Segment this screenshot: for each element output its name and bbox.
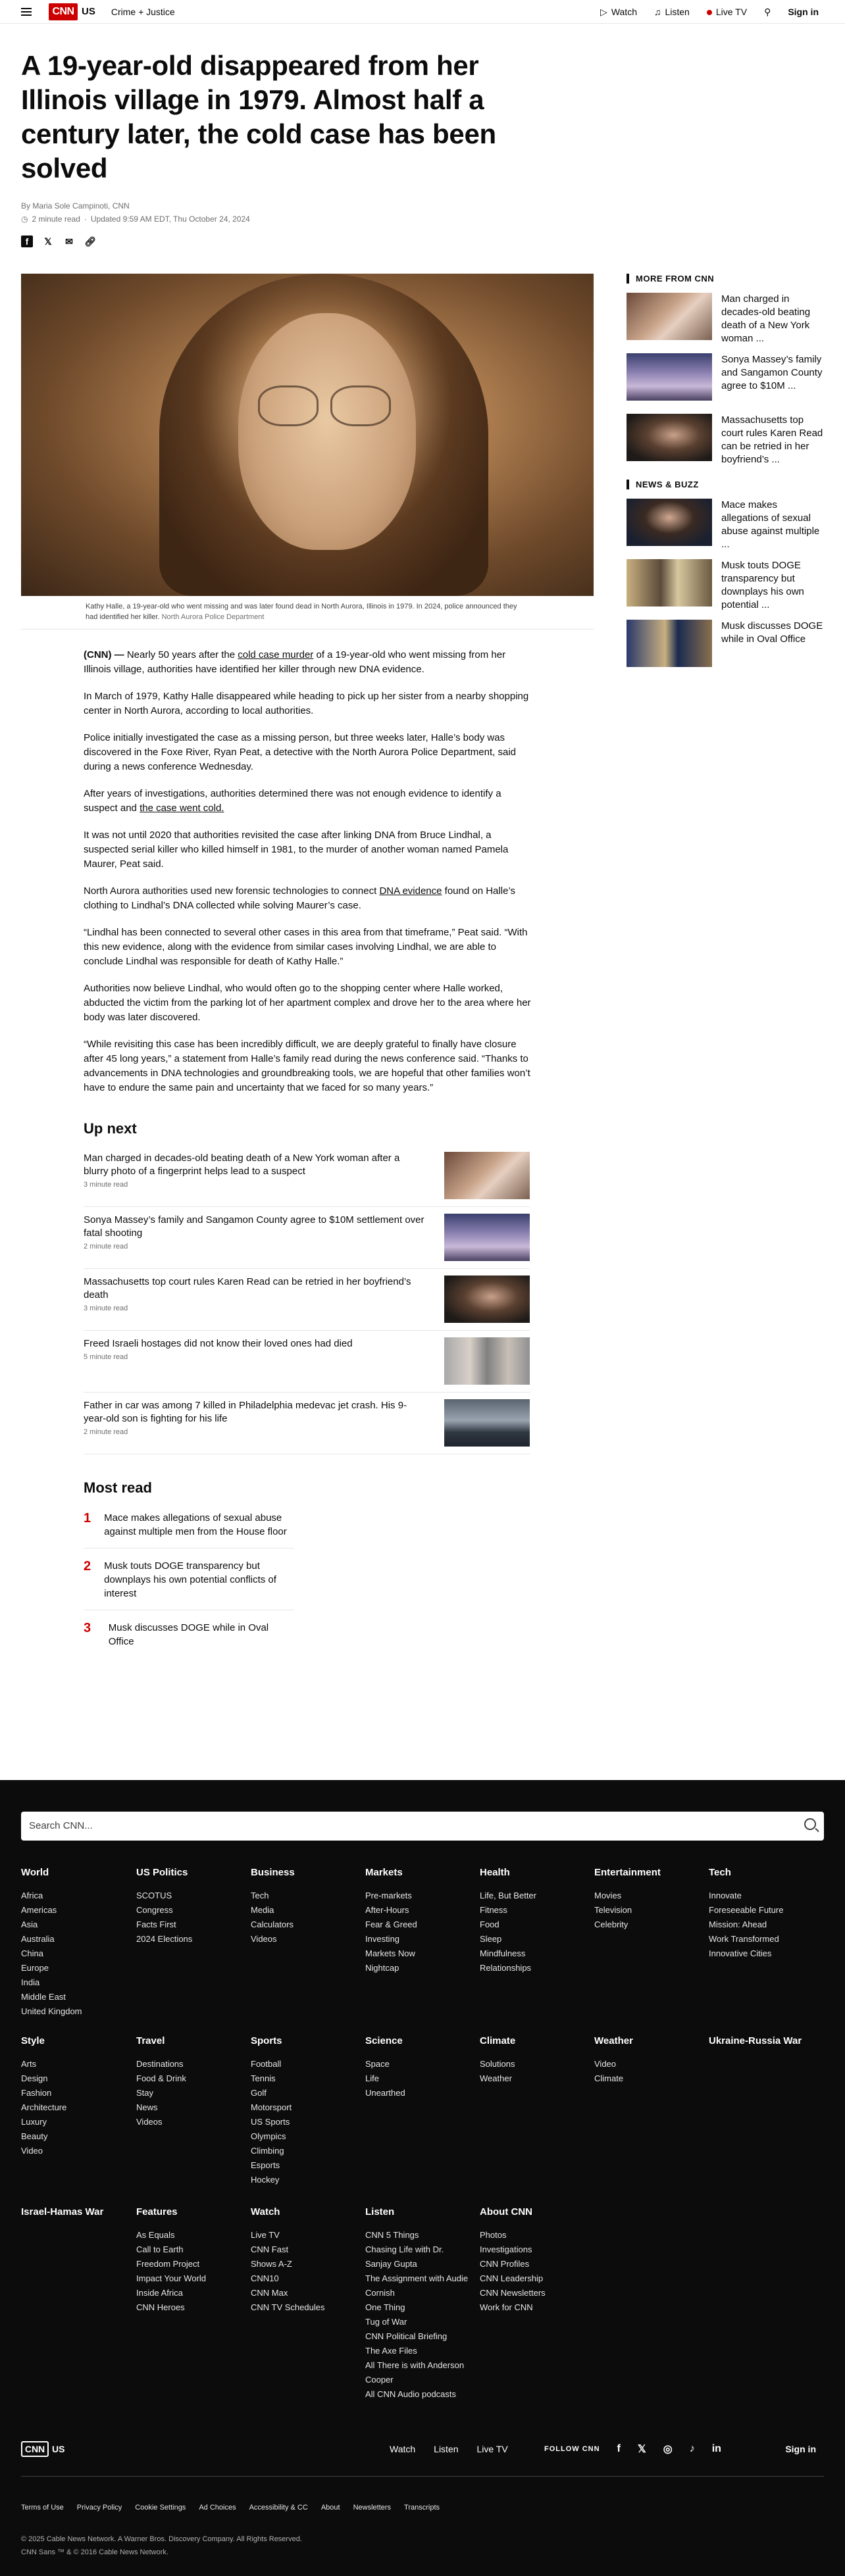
footer-column — [365, 2206, 471, 2402]
footer-link[interactable]: Calculators — [251, 1920, 294, 1929]
footer-column-title[interactable]: Health — [480, 1867, 510, 1878]
footer-link[interactable]: Work for CNN — [480, 2302, 533, 2312]
facebook-icon[interactable]: f — [21, 235, 33, 247]
footer-link[interactable]: The Assignment with Audie Cornish — [365, 2273, 469, 2298]
footer-link[interactable]: China — [21, 1948, 43, 1958]
legal-link[interactable]: Newsletters — [353, 2504, 392, 2512]
read-time: 3 minute read — [84, 1181, 128, 1189]
footer-column-title[interactable]: About CNN — [480, 2206, 532, 2217]
footer-link[interactable]: The Axe Files — [365, 2346, 417, 2356]
sidebar-headline: Musk discusses DOGE while in Oval Office — [721, 620, 823, 645]
up-next-title: Up next — [84, 1120, 137, 1137]
footer-link[interactable]: Asia — [21, 1920, 38, 1929]
paragraph: In March of 1979, Kathy Halle disappeared while heading to pick up her sister from a nearby shopping center in North Aurora, according to local authorities. — [84, 691, 529, 716]
paragraph-text: Nearly 50 years after the — [126, 649, 236, 660]
follow-cnn — [544, 2442, 721, 2456]
read-time: 2 minute read — [84, 1428, 128, 1436]
section-link[interactable]: Crime + Justice — [111, 6, 175, 17]
footer-link[interactable]: CNN Newsletters — [480, 2288, 546, 2298]
sidebar-item[interactable] — [627, 559, 824, 610]
footer-link[interactable]: Relationships — [480, 1963, 532, 1973]
footer-link[interactable]: CNN Political Briefing — [365, 2331, 448, 2341]
footer-link[interactable]: Destinations — [136, 2059, 184, 2069]
legal-link[interactable]: Privacy Policy — [76, 2504, 122, 2512]
copyright-font: CNN Sans ™ & © 2016 Cable News Network. — [21, 2548, 168, 2556]
logo-region: US — [52, 2444, 65, 2454]
footer-link[interactable]: One Thing — [365, 2302, 405, 2312]
footer-column-title[interactable]: US Politics — [136, 1867, 188, 1878]
footer-link[interactable]: All CNN Audio podcasts — [365, 2389, 457, 2399]
footer-link[interactable]: Call to Earth — [136, 2244, 184, 2254]
sidebar-headline: Man charged in decades-old beating death of a New York woman ... — [721, 293, 811, 344]
footer-link[interactable]: Nightcap — [365, 1963, 399, 1973]
footer-link[interactable]: Movies — [594, 1891, 622, 1900]
search-icon[interactable] — [804, 1818, 816, 1830]
hero-image-glasses-right — [330, 385, 391, 426]
footer-link[interactable]: Celebrity — [594, 1920, 628, 1929]
footer-logo[interactable] — [21, 2441, 64, 2457]
footer-link[interactable]: Unearthed — [365, 2088, 405, 2098]
footer-link[interactable]: Fitness — [480, 1905, 507, 1915]
up-next-headline: Father in car was among 7 killed in Philadelphia medevac jet crash. His 9-year-old son is fighting for his life — [84, 1400, 407, 1424]
footer-column — [21, 2206, 126, 2228]
footer-link[interactable]: Tech — [251, 1891, 269, 1900]
tiktok-icon[interactable]: ♪ — [689, 2443, 695, 2454]
read-time: 2 minute read — [84, 1243, 128, 1251]
paragraph: “While revisiting this case has been incredibly difficult, we are deeply grateful to finally have closure after 45 long years,” a statement from Halle’s family read during the news conference said. “Thanks to advancements in DNA technologies and groundbreaking tools, we are hopeful that other families won’t have to endure the same pain and uncertainty that we faced for so many years.” — [84, 1039, 530, 1093]
footer-watch-link[interactable]: Watch — [390, 2444, 416, 2454]
footer-link[interactable]: Investigations — [480, 2244, 532, 2254]
link-icon[interactable]: 🔗︎ — [84, 235, 96, 247]
rank-number: 1 — [84, 1511, 91, 1525]
footer-link[interactable]: Europe — [21, 1963, 49, 1973]
footer-link[interactable]: Americas — [21, 1905, 57, 1915]
paragraph-text: After years of investigations, authorities determined there was not enough evidence to identify a suspect and — [84, 788, 501, 814]
paragraph — [84, 787, 535, 816]
footer-link[interactable]: Live TV — [251, 2230, 280, 2240]
article-meta — [21, 214, 558, 224]
footer-link[interactable]: Beauty — [21, 2131, 48, 2141]
footer-link[interactable]: Work Transformed — [709, 1934, 779, 1944]
sidebar-thumbnail — [627, 499, 712, 546]
play-icon: ▷ — [600, 6, 607, 17]
footer-link[interactable]: Solutions — [480, 2059, 515, 2069]
live-dot-icon — [707, 10, 712, 15]
image-credit: North Aurora Police Department — [161, 613, 265, 621]
paragraph-text: North Aurora authorities used new forensic technologies to connect — [84, 885, 377, 897]
main-content — [0, 274, 845, 1658]
footer-live-tv-link[interactable]: Live TV — [476, 2444, 508, 2454]
instagram-icon[interactable]: ◎ — [663, 2444, 673, 2455]
sidebar-item[interactable] — [627, 353, 824, 401]
listen-link[interactable] — [654, 7, 690, 17]
up-next-thumbnail — [444, 1337, 530, 1385]
most-read-title: Most read — [84, 1479, 152, 1496]
most-read-headline: Musk touts DOGE transparency but downplays his own potential conflicts of interest — [104, 1560, 276, 1599]
footer-column — [251, 2206, 356, 2315]
footer-link[interactable]: India — [21, 1977, 40, 1987]
footer-link[interactable]: Video — [21, 2146, 43, 2156]
linkedin-icon[interactable]: in — [711, 2443, 721, 2454]
footer-column — [709, 2035, 814, 2057]
up-next-thumbnail — [444, 1152, 530, 1199]
logo-mark: CNN — [21, 2441, 49, 2457]
footer-column — [251, 2035, 356, 2187]
footer-link[interactable]: Space — [365, 2059, 390, 2069]
footer-link[interactable]: Middle East — [21, 1992, 66, 2002]
footer-link[interactable]: Sleep — [480, 1934, 502, 1944]
read-time: 2 minute read — [32, 214, 80, 224]
paragraph: “Lindhal has been connected to several other cases in this area from that timeframe,” Peat said. “With this new evidence, along with the evidence from similar cases involving Lindhal, we are able to conclude Lindhal was responsible for death of Kathy Halle.” — [84, 927, 528, 967]
footer-link[interactable]: Pre-markets — [365, 1891, 412, 1900]
footer-column — [365, 2035, 471, 2100]
footer-column-title[interactable]: Weather — [594, 2035, 633, 2046]
footer-link[interactable]: Impact Your World — [136, 2273, 206, 2283]
footer-column-title[interactable]: Watch — [251, 2206, 280, 2217]
footer-link[interactable]: All There is with Anderson Cooper — [365, 2360, 465, 2385]
up-next-headline: Sonya Massey’s family and Sangamon County agree to $10M settlement over fatal shooting — [84, 1214, 424, 1239]
caption-text: Kathy Halle, a 19-year-old who went missing and was later found dead in North Aurora, Illinois in 1979. In 2024, police announced they had identified her killer. — [86, 603, 517, 621]
sidebar-thumbnail — [627, 620, 712, 667]
footer-listen-link[interactable]: Listen — [434, 2444, 459, 2454]
footer-column-title[interactable]: Science — [365, 2035, 403, 2046]
legal-link[interactable]: Transcripts — [404, 2504, 440, 2512]
footer-link[interactable]: Foreseeable Future — [709, 1905, 784, 1915]
up-next-thumbnail — [444, 1399, 530, 1447]
footer-column — [480, 1867, 585, 1975]
footer-column-title[interactable]: Entertainment — [594, 1867, 661, 1878]
footer-link[interactable]: Africa — [21, 1891, 43, 1900]
most-read-list — [84, 1511, 535, 1658]
legal-link[interactable]: About — [320, 2504, 340, 2512]
up-next-item[interactable] — [84, 1337, 530, 1393]
footer-sign-in-button[interactable]: Sign in — [785, 2444, 816, 2454]
up-next-thumbnail — [444, 1276, 530, 1323]
legal-link[interactable]: Terms of Use — [21, 2504, 64, 2512]
share-bar — [21, 235, 558, 247]
up-next-list — [84, 1152, 530, 1454]
most-read-headline: Musk discusses DOGE while in Oval Office — [108, 1622, 269, 1647]
x-icon[interactable]: 𝕏 — [44, 235, 52, 247]
footer-link[interactable]: Australia — [21, 1934, 55, 1944]
page-title: A 19-year-old disappeared from her Illinois village in 1979. Almost half a century later, the cold case has been solved — [21, 50, 496, 184]
footer-link[interactable]: Facts First — [136, 1920, 176, 1929]
paragraph-text: of a 19-year-old who went missing from her Illinois village, authorities have identified her killer through new DNA evidence. — [84, 649, 506, 675]
footer-column-title[interactable]: Ukraine-Russia War — [709, 2035, 802, 2046]
footer-link[interactable]: United Kingdom — [21, 2006, 82, 2016]
footer-link[interactable]: CNN 5 Things — [365, 2230, 419, 2240]
menu-icon[interactable] — [21, 8, 32, 16]
dateline: (CNN) — — [84, 649, 124, 660]
paragraph — [84, 648, 535, 677]
up-next-headline: Freed Israeli hostages did not know their loved ones had died — [84, 1338, 353, 1349]
footer-link[interactable]: Television — [594, 1905, 632, 1915]
news-buzz-title: NEWS & BUZZ — [627, 480, 824, 489]
footer-link[interactable]: Esports — [251, 2160, 280, 2170]
footer-link[interactable]: As Equals — [136, 2230, 175, 2240]
footer-link[interactable]: Stay — [136, 2088, 154, 2098]
footer-link[interactable]: Shows A-Z — [251, 2259, 292, 2269]
footer-column — [21, 1867, 126, 2019]
footer-link[interactable]: SCOTUS — [136, 1891, 172, 1900]
footer-link[interactable]: Congress — [136, 1905, 173, 1915]
most-read-item[interactable] — [84, 1559, 294, 1610]
sidebar-thumbnail — [627, 559, 712, 607]
footer-link[interactable]: Golf — [251, 2088, 267, 2098]
up-next-item[interactable] — [84, 1152, 530, 1207]
footer-link[interactable]: Climbing — [251, 2146, 284, 2156]
clock-icon: ◷ — [21, 214, 28, 224]
footer-column-title[interactable]: Listen — [365, 2206, 395, 2217]
watch-link[interactable] — [600, 7, 637, 18]
sidebar-item[interactable] — [627, 620, 824, 667]
footer-link[interactable]: Weather — [480, 2073, 512, 2083]
footer-link[interactable]: After-Hours — [365, 1905, 409, 1915]
footer-column — [594, 1867, 700, 1932]
site-header — [0, 0, 845, 24]
footer-link[interactable]: Fashion — [21, 2088, 52, 2098]
footer-link[interactable]: CNN Heroes — [136, 2302, 185, 2312]
cnn-logo[interactable] — [49, 3, 95, 20]
footer-link[interactable]: Motorsport — [251, 2102, 292, 2112]
footer-link[interactable]: Innovative Cities — [709, 1948, 772, 1958]
up-next-item[interactable] — [84, 1276, 530, 1331]
footer-column — [251, 1867, 356, 1946]
footer-link[interactable]: Food — [480, 1920, 499, 1929]
footer-link[interactable]: Videos — [251, 1934, 277, 1944]
sidebar — [627, 274, 824, 680]
footer-column — [594, 2035, 700, 2086]
most-read-headline: Mace makes allegations of sexual abuse against multiple men from the House floor — [104, 1512, 287, 1537]
logo-region: US — [82, 6, 95, 17]
legal-link[interactable]: Cookie Settings — [135, 2504, 186, 2512]
footer-column — [136, 1867, 242, 1946]
headline-block — [0, 24, 579, 247]
footer-column-title[interactable]: Tech — [709, 1867, 731, 1878]
footer-column — [480, 2206, 585, 2315]
footer-link[interactable]: Photos — [480, 2230, 507, 2240]
footer-column-title[interactable]: Style — [21, 2035, 45, 2046]
footer-link[interactable]: Food & Drink — [136, 2073, 186, 2083]
most-read-item[interactable] — [84, 1511, 294, 1548]
footer-column-title[interactable]: Israel-Hamas War — [21, 2206, 104, 2217]
sidebar-headline: Musk touts DOGE transparency but downplays his own potential ... — [721, 560, 804, 610]
legal-link[interactable]: Accessibility & CC — [249, 2504, 308, 2512]
footer-column-title[interactable]: Markets — [365, 1867, 403, 1878]
footer-link[interactable]: CNN10 — [251, 2273, 279, 2283]
footer-column — [365, 1867, 471, 1975]
hero-image-glasses-left — [258, 385, 319, 426]
sidebar-headline: Sonya Massey’s family and Sangamon County agree to $10M ... — [721, 354, 823, 391]
footer-column-title[interactable]: Business — [251, 1867, 295, 1878]
email-icon[interactable]: ✉ — [65, 235, 73, 247]
read-time: 3 minute read — [84, 1304, 128, 1312]
footer-link[interactable]: Fear & Greed — [365, 1920, 417, 1929]
footer-link[interactable]: Olympics — [251, 2131, 286, 2141]
watch-label: Watch — [611, 6, 637, 17]
footer-link[interactable]: 2024 Elections — [136, 1934, 193, 1944]
read-time: 5 minute read — [84, 1353, 128, 1361]
footer-link[interactable]: Tug of War — [365, 2317, 407, 2327]
site-footer — [0, 1780, 845, 2576]
headphones-icon: ♫ — [653, 7, 661, 17]
footer-link[interactable]: Luxury — [21, 2117, 47, 2127]
footer-link[interactable]: Hockey — [251, 2175, 280, 2185]
inline-link[interactable]: DNA evidence — [379, 885, 442, 897]
more-from-cnn-title: MORE FROM CNN — [627, 274, 824, 284]
footer-link[interactable]: Investing — [365, 1934, 400, 1944]
live-tv-label: Live TV — [715, 7, 748, 17]
sidebar-thumbnail — [627, 293, 712, 340]
sidebar-item[interactable] — [627, 414, 824, 465]
footer-column — [709, 1867, 814, 1961]
sign-in-button[interactable]: Sign in — [788, 7, 819, 17]
footer-column-title[interactable]: Travel — [136, 2035, 165, 2046]
search-placeholder: Search CNN... — [29, 1820, 93, 1831]
footer-link[interactable]: Life — [365, 2073, 379, 2083]
search-icon[interactable]: ⚲ — [764, 6, 771, 17]
footer-column-title[interactable]: Features — [136, 2206, 178, 2217]
footer-link[interactable]: Tennis — [251, 2073, 276, 2083]
paragraph: It was not until 2020 that authorities revisited the case after linking DNA from Bruce Lindhal, a suspected serial killer who killed himself in 1981, to the murder of another woman named Pamela Maurer, Peat said. — [84, 830, 509, 870]
up-next-item[interactable] — [84, 1399, 530, 1454]
logo-mark: CNN — [49, 3, 78, 20]
sidebar-thumbnail — [627, 353, 712, 401]
legal-links — [21, 2504, 440, 2512]
footer-link[interactable]: CNN Leadership — [480, 2273, 544, 2283]
sidebar-headline: Massachusetts top court rules Karen Read can be retried in her boyfriend’s ... — [721, 414, 823, 465]
up-next-headline: Massachusetts top court rules Karen Read can be retried in her boyfriend’s death — [84, 1276, 411, 1300]
footer-column-title[interactable]: Climate — [480, 2035, 516, 2046]
up-next-headline: Man charged in decades-old beating death of a New York woman after a blurry photo of a fingerprint helps lead to a suspect — [84, 1152, 400, 1177]
footer-link[interactable]: Media — [251, 1905, 274, 1915]
inline-link[interactable]: cold case murder — [238, 649, 314, 660]
footer-link[interactable]: Video — [594, 2059, 617, 2069]
footer-column — [480, 2035, 585, 2086]
footer-link[interactable]: Innovate — [709, 1891, 742, 1900]
footer-bar — [21, 2441, 824, 2457]
footer-link[interactable]: CNN Max — [251, 2288, 288, 2298]
byline[interactable]: By Maria Sole Campinoti, CNN — [21, 201, 130, 211]
footer-link[interactable]: CNN TV Schedules — [251, 2302, 325, 2312]
footer-link[interactable]: Mindfulness — [480, 1948, 526, 1958]
footer-link[interactable]: US Sports — [251, 2117, 290, 2127]
up-next-thumbnail — [444, 1214, 530, 1261]
inline-link[interactable]: the case went cold. — [140, 803, 224, 814]
footer-link[interactable]: CNN Profiles — [480, 2259, 530, 2269]
footer-link[interactable]: Life, But Better — [480, 1891, 536, 1900]
image-caption — [21, 596, 594, 630]
most-read-item[interactable] — [84, 1621, 294, 1658]
footer-link[interactable]: Chasing Life with Dr. Sanjay Gupta — [365, 2244, 444, 2269]
paragraph-text: found on Halle’s clothing to Lindhal’s DNA collected while solving Maurer’s case. — [84, 885, 515, 911]
footer-column — [136, 2035, 242, 2129]
sidebar-headline: Mace makes allegations of sexual abuse against multiple ... — [721, 499, 820, 550]
listen-label: Listen — [665, 7, 690, 17]
updated-timestamp: Updated 9:59 AM EDT, Thu October 24, 2024 — [90, 214, 250, 224]
paragraph: Authorities now believe Lindhal, who would often go to the shopping center where Halle worked, abducted the victim from the parking lot of her apartment complex and drove her to the area where her body was later discovered. — [84, 983, 531, 1023]
footer-column — [21, 2035, 126, 2158]
footer-link[interactable]: Arts — [21, 2059, 37, 2069]
copyright: © 2025 Cable News Network. A Warner Bros. Discovery Company. All Rights Reserved. — [21, 2535, 302, 2543]
follow-label: FOLLOW CNN — [544, 2445, 600, 2453]
meta-separator: · — [84, 214, 87, 224]
footer-column-title[interactable]: World — [21, 1867, 49, 1878]
rank-number: 3 — [84, 1621, 91, 1635]
hero-image[interactable] — [21, 274, 594, 596]
facebook-icon[interactable]: f — [617, 2443, 621, 2454]
up-next-item[interactable] — [84, 1214, 530, 1269]
footer-link[interactable]: Mission: Ahead — [709, 1920, 767, 1929]
footer-divider — [21, 2476, 824, 2477]
footer-link[interactable]: News — [136, 2102, 158, 2112]
footer-column — [136, 2206, 242, 2315]
footer-link[interactable]: Videos — [136, 2117, 163, 2127]
article-body — [84, 648, 535, 1658]
hero-image-face — [238, 313, 416, 550]
sidebar-item[interactable] — [627, 499, 824, 550]
sidebar-item[interactable] — [627, 293, 824, 344]
footer-link[interactable]: Inside Africa — [136, 2288, 183, 2298]
rank-number: 2 — [84, 1559, 91, 1573]
sidebar-thumbnail — [627, 414, 712, 461]
footer-link[interactable]: Design — [21, 2073, 48, 2083]
footer-link[interactable]: Climate — [594, 2073, 624, 2083]
footer-search-input[interactable] — [21, 1812, 824, 1841]
x-icon[interactable]: 𝕏 — [637, 2444, 646, 2455]
footer-column-title[interactable]: Sports — [251, 2035, 282, 2046]
footer-link[interactable]: Freedom Project — [136, 2259, 200, 2269]
footer-link[interactable]: Football — [251, 2059, 282, 2069]
footer-link[interactable]: Markets Now — [365, 1948, 415, 1958]
footer-link[interactable]: Architecture — [21, 2102, 67, 2112]
footer-link[interactable]: CNN Fast — [251, 2244, 289, 2254]
paragraph: Police initially investigated the case as a missing person, but three weeks later, Halle’s body was discovered in the Foxe River, Ryan Peat, a detective with the North Aurora Police Department, said during a news conference Wednesday. — [84, 732, 516, 772]
live-tv-link[interactable] — [707, 7, 747, 17]
legal-link[interactable]: Ad Choices — [199, 2504, 236, 2512]
paragraph — [84, 884, 535, 913]
